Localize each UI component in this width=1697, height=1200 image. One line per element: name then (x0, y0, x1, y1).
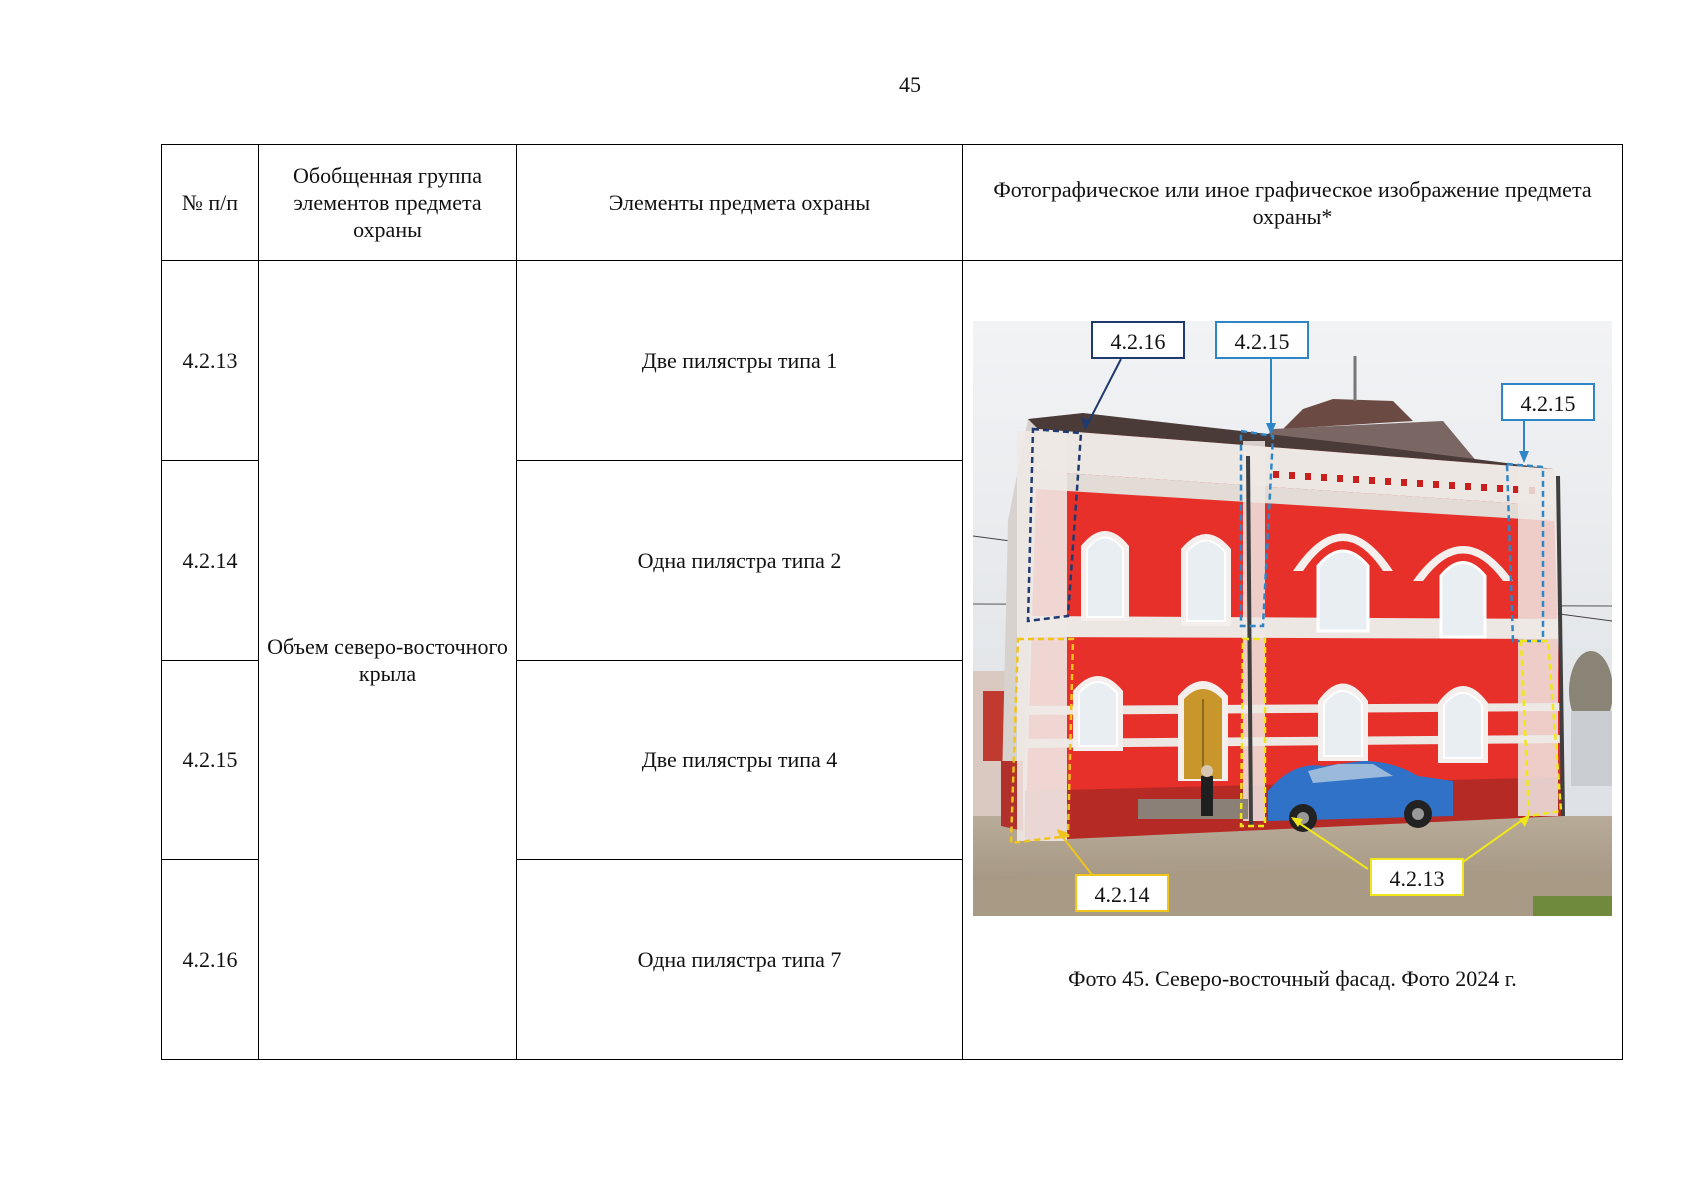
header-num: № п/п (162, 145, 259, 261)
page-number: 45 (899, 72, 921, 97)
header-group: Обобщенная группа элементов предмета охраны (259, 145, 517, 261)
row-num: 4.2.16 (162, 860, 259, 1060)
label-4-2-15-b: 4.2.15 (1501, 383, 1595, 421)
table-row (162, 261, 1623, 461)
group-cell: Объем северо-восточного крыла (259, 261, 517, 1060)
upper-window-1 (1081, 531, 1129, 621)
header-photo: Фотографическое или иное графическое изображение предмета охраны* (963, 145, 1623, 261)
label-4-2-14: 4.2.14 (1075, 874, 1169, 912)
table-header-row (162, 145, 1623, 261)
row-element: Две пилястры типа 1 (517, 261, 963, 461)
label-4-2-15-a: 4.2.15 (1215, 321, 1309, 359)
row-num: 4.2.13 (162, 261, 259, 461)
upper-window-2 (1181, 534, 1231, 626)
protection-items-table (161, 144, 1623, 1060)
row-element: Одна пилястра типа 2 (517, 461, 963, 661)
header-elements: Элементы предмета охраны (517, 145, 963, 261)
photo-cell (963, 261, 1623, 1060)
row-element: Две пилястры типа 4 (517, 660, 963, 860)
row-num: 4.2.15 (162, 660, 259, 860)
row-element: Одна пилястра типа 7 (517, 860, 963, 1060)
facade-photo (973, 321, 1612, 916)
label-4-2-16: 4.2.16 (1091, 321, 1185, 359)
row-num: 4.2.14 (162, 461, 259, 661)
label-4-2-13: 4.2.13 (1370, 858, 1464, 896)
photo-caption: Фото 45. Северо-восточный фасад. Фото 2024 г. (1068, 966, 1517, 992)
